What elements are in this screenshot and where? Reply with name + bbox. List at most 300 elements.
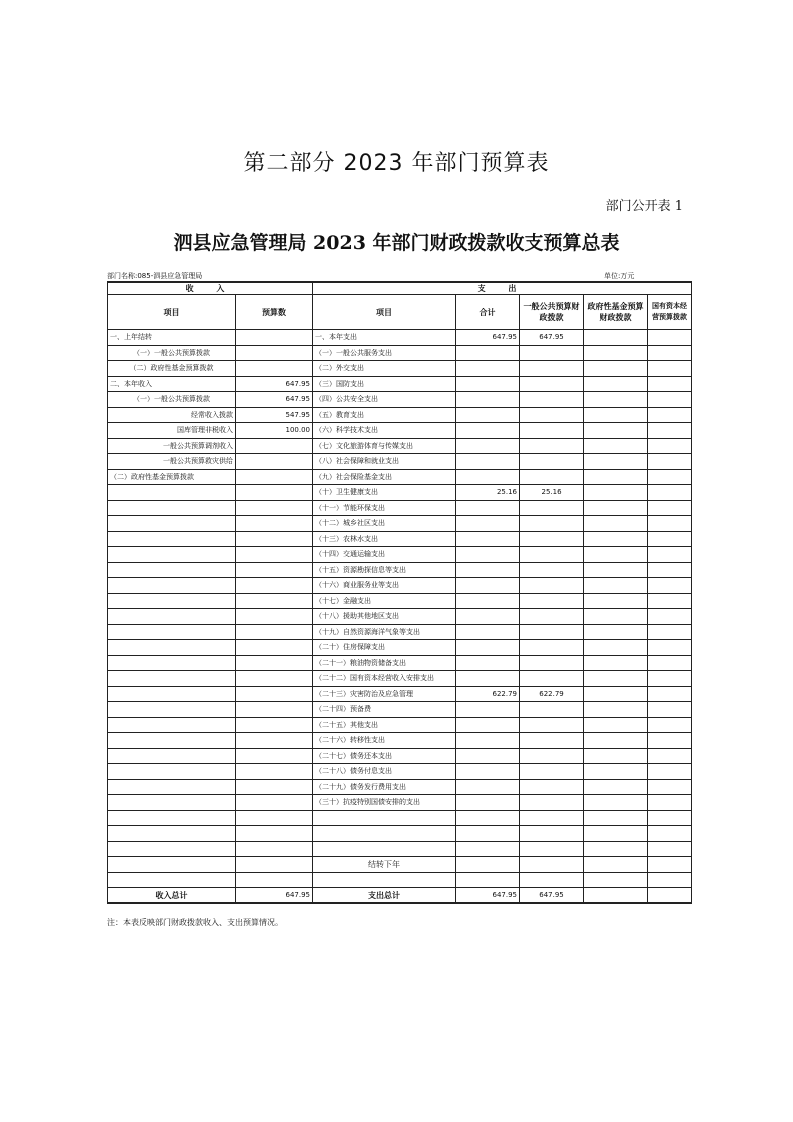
expense-total-cell [456, 593, 520, 609]
expense-total-cell [456, 500, 520, 516]
expense-total-cell [456, 547, 520, 563]
gov-fund-cell [584, 562, 648, 578]
expense-item-cell: （四）公共安全支出 [313, 392, 456, 408]
general-budget-cell [520, 516, 584, 532]
income-item-cell [108, 717, 236, 733]
table-row [108, 624, 692, 640]
state-capital-cell [648, 826, 692, 842]
expense-total-general: 647.95 [520, 888, 584, 904]
table-row [108, 764, 692, 780]
general-budget-cell [520, 841, 584, 857]
table-row [108, 407, 692, 423]
income-item-cell: （一）一般公共预算拨款 [108, 345, 236, 361]
expense-item-cell: （二十六）转移性支出 [313, 733, 456, 749]
expense-total-cell [456, 361, 520, 377]
state-capital-cell [648, 655, 692, 671]
general-budget-cell [520, 593, 584, 609]
state-capital-cell [648, 500, 692, 516]
general-budget-cell [520, 609, 584, 625]
col-income-budget: 预算数 [236, 295, 313, 330]
expense-item-cell [313, 841, 456, 857]
expense-total-cell [456, 624, 520, 640]
expense-total-cell [456, 407, 520, 423]
state-capital-cell [648, 841, 692, 857]
state-capital-cell [648, 376, 692, 392]
expense-item-cell: （十八）援助其他地区支出 [313, 609, 456, 625]
income-value-cell [236, 578, 313, 594]
col-state-capital: 国有资本经营预算拨款 [648, 295, 692, 330]
general-budget-cell [520, 826, 584, 842]
income-value-cell [236, 748, 313, 764]
expense-total-label: 支出总计 [313, 888, 456, 904]
state-capital-cell [648, 485, 692, 501]
gov-fund-cell [584, 717, 648, 733]
gov-fund-cell [584, 826, 648, 842]
expense-item-cell: （十）卫生健康支出 [313, 485, 456, 501]
table-row [108, 562, 692, 578]
expense-item-cell: （三十）抗疫特别国债安排的支出 [313, 795, 456, 811]
income-section-header: 收 入 [108, 282, 313, 295]
income-value-cell [236, 655, 313, 671]
general-budget-cell [520, 407, 584, 423]
table-row [108, 702, 692, 718]
expense-total-cell [456, 826, 520, 842]
table-row [108, 438, 692, 454]
state-capital-cell [648, 438, 692, 454]
empty-cell [584, 888, 648, 904]
expense-total-cell [456, 733, 520, 749]
state-capital-cell [648, 392, 692, 408]
table-row [108, 795, 692, 811]
income-item-cell [108, 609, 236, 625]
gov-fund-cell [584, 516, 648, 532]
table-row [108, 609, 692, 625]
empty-cell [648, 857, 692, 873]
income-value-cell [236, 841, 313, 857]
general-budget-cell [520, 423, 584, 439]
expense-item-cell: （十四）交通运输支出 [313, 547, 456, 563]
gov-fund-cell [584, 485, 648, 501]
general-budget-cell [520, 531, 584, 547]
general-budget-cell [520, 748, 584, 764]
table-row [108, 779, 692, 795]
expense-total-cell [456, 748, 520, 764]
general-budget-cell [520, 500, 584, 516]
state-capital-cell [648, 671, 692, 687]
table-row [108, 686, 692, 702]
expense-item-cell: （十三）农林水支出 [313, 531, 456, 547]
income-item-cell: 一般公共预算救灾供给 [108, 454, 236, 470]
expense-item-cell: （二）外交支出 [313, 361, 456, 377]
state-capital-cell [648, 562, 692, 578]
expense-total-cell [456, 717, 520, 733]
state-capital-cell [648, 547, 692, 563]
state-capital-cell [648, 795, 692, 811]
totals-row [108, 888, 692, 904]
expense-item-cell: （十一）节能环保支出 [313, 500, 456, 516]
income-item-cell [108, 578, 236, 594]
empty-cell [108, 857, 236, 873]
gov-fund-cell [584, 392, 648, 408]
gov-fund-cell [584, 454, 648, 470]
unit-label: 单位:万元 [604, 272, 635, 280]
expense-item-cell: （十六）商业服务业等支出 [313, 578, 456, 594]
general-budget-cell [520, 438, 584, 454]
expense-item-cell: （二十五）其他支出 [313, 717, 456, 733]
income-item-cell [108, 516, 236, 532]
empty-cell [648, 888, 692, 904]
table-row [108, 392, 692, 408]
income-value-cell: 647.95 [236, 376, 313, 392]
income-item-cell: （二）政府性基金预算拨款 [108, 361, 236, 377]
table-row [108, 826, 692, 842]
income-item-cell [108, 624, 236, 640]
form-number: 部门公开表 1 [605, 199, 683, 214]
general-budget-cell [520, 392, 584, 408]
gov-fund-cell [584, 423, 648, 439]
income-value-cell [236, 345, 313, 361]
carry-forward-label: 结转下年 [313, 857, 456, 873]
expense-total-cell [456, 764, 520, 780]
general-budget-cell [520, 469, 584, 485]
state-capital-cell [648, 717, 692, 733]
expense-total-cell [456, 345, 520, 361]
gov-fund-cell [584, 764, 648, 780]
income-value-cell [236, 779, 313, 795]
income-item-cell [108, 640, 236, 656]
state-capital-cell [648, 361, 692, 377]
gov-fund-cell [584, 841, 648, 857]
income-value-cell [236, 640, 313, 656]
income-item-cell [108, 547, 236, 563]
expense-total-cell [456, 578, 520, 594]
state-capital-cell [648, 810, 692, 826]
income-total-label: 收入总计 [108, 888, 236, 904]
gov-fund-cell [584, 640, 648, 656]
gov-fund-cell [584, 407, 648, 423]
main-title: 泗县应急管理局 2023 年部门财政拨款收支预算总表 [173, 232, 620, 254]
general-budget-cell [520, 717, 584, 733]
expense-total-cell [456, 438, 520, 454]
table-row [108, 717, 692, 733]
expense-item-cell: （二十七）债务还本支出 [313, 748, 456, 764]
income-item-cell [108, 500, 236, 516]
income-item-cell: （一）一般公共预算拨款 [108, 392, 236, 408]
expense-item-cell: （十七）金融支出 [313, 593, 456, 609]
state-capital-cell [648, 609, 692, 625]
table-row [108, 454, 692, 470]
income-value-cell [236, 764, 313, 780]
expense-item-cell: （二十三）灾害防治及应急管理 [313, 686, 456, 702]
general-budget-cell [520, 795, 584, 811]
table-row [108, 469, 692, 485]
income-item-cell: 一、上年结转 [108, 330, 236, 346]
general-budget-cell [520, 454, 584, 470]
income-value-cell [236, 454, 313, 470]
gov-fund-cell [584, 702, 648, 718]
table-row [108, 345, 692, 361]
expense-total-cell [456, 516, 520, 532]
empty-cell [584, 857, 648, 873]
empty-cell [520, 857, 584, 873]
table-row [108, 376, 692, 392]
department-name: 部门名称:085-泗县应急管理局 [107, 272, 203, 280]
expense-item-cell: （五）教育支出 [313, 407, 456, 423]
income-value-cell [236, 438, 313, 454]
general-budget-cell: 25.16 [520, 485, 584, 501]
income-value-cell [236, 671, 313, 687]
gov-fund-cell [584, 593, 648, 609]
table-row [108, 671, 692, 687]
income-item-cell [108, 826, 236, 842]
general-budget-cell [520, 547, 584, 563]
expense-item-cell: （三）国防支出 [313, 376, 456, 392]
income-item-cell: 一般公共预算调剂收入 [108, 438, 236, 454]
gov-fund-cell [584, 686, 648, 702]
expense-total-cell [456, 562, 520, 578]
expense-total-cell: 622.79 [456, 686, 520, 702]
table-row [108, 500, 692, 516]
table-row [108, 810, 692, 826]
table-row [108, 361, 692, 377]
general-budget-cell [520, 764, 584, 780]
expense-total-cell [456, 392, 520, 408]
section-header-row [108, 282, 692, 295]
expense-item-cell: （六）科学技术支出 [313, 423, 456, 439]
expense-item-cell: （八）社会保障和就业支出 [313, 454, 456, 470]
expense-item-cell [313, 826, 456, 842]
expense-total-cell [456, 376, 520, 392]
general-budget-cell [520, 733, 584, 749]
income-total-value: 647.95 [236, 888, 313, 904]
general-budget-cell [520, 671, 584, 687]
state-capital-cell [648, 469, 692, 485]
income-value-cell [236, 361, 313, 377]
gov-fund-cell [584, 345, 648, 361]
income-item-cell [108, 702, 236, 718]
gov-fund-cell [584, 655, 648, 671]
income-value-cell [236, 485, 313, 501]
income-value-cell [236, 702, 313, 718]
expense-total-cell [456, 655, 520, 671]
income-value-cell [236, 624, 313, 640]
budget-table [107, 281, 692, 904]
table-row [108, 655, 692, 671]
col-income-item: 项目 [108, 295, 236, 330]
general-budget-cell: 622.79 [520, 686, 584, 702]
income-value-cell [236, 810, 313, 826]
gov-fund-cell [584, 748, 648, 764]
carry-forward-row [108, 857, 692, 873]
income-value-cell [236, 795, 313, 811]
table-row [108, 748, 692, 764]
expense-total-cell [456, 841, 520, 857]
table-row [108, 531, 692, 547]
gov-fund-cell [584, 376, 648, 392]
general-budget-cell: 647.95 [520, 330, 584, 346]
table-row [108, 640, 692, 656]
expense-item-cell: （二十二）国有资本经营收入安排支出 [313, 671, 456, 687]
expense-total-cell [456, 671, 520, 687]
expense-total-cell [456, 531, 520, 547]
expense-total-cell [456, 454, 520, 470]
expense-total-value: 647.95 [456, 888, 520, 904]
col-expense-item: 项目 [313, 295, 456, 330]
expense-item-cell: 一、本年支出 [313, 330, 456, 346]
income-value-cell [236, 531, 313, 547]
expense-item-cell: （九）社会保险基金支出 [313, 469, 456, 485]
table-row [108, 485, 692, 501]
income-value-cell [236, 547, 313, 563]
table-row [108, 330, 692, 346]
table-row [108, 578, 692, 594]
general-budget-cell [520, 624, 584, 640]
gov-fund-cell [584, 671, 648, 687]
gov-fund-cell [584, 795, 648, 811]
state-capital-cell [648, 330, 692, 346]
income-value-cell [236, 609, 313, 625]
table-row [108, 516, 692, 532]
income-item-cell [108, 593, 236, 609]
income-item-cell [108, 733, 236, 749]
state-capital-cell [648, 640, 692, 656]
income-value-cell [236, 469, 313, 485]
income-item-cell [108, 671, 236, 687]
general-budget-cell [520, 779, 584, 795]
expense-total-cell: 647.95 [456, 330, 520, 346]
expense-total-cell: 25.16 [456, 485, 520, 501]
expense-total-cell [456, 423, 520, 439]
income-item-cell [108, 779, 236, 795]
gov-fund-cell [584, 733, 648, 749]
table-row [108, 733, 692, 749]
income-value-cell [236, 562, 313, 578]
empty-cell [456, 857, 520, 873]
expense-section-header: 支 出 [313, 282, 692, 295]
general-budget-cell [520, 702, 584, 718]
state-capital-cell [648, 454, 692, 470]
footnote: 注：本表反映部门财政拨款收入、支出预算情况。 [107, 918, 283, 927]
gov-fund-cell [584, 438, 648, 454]
state-capital-cell [648, 624, 692, 640]
expense-item-cell: （二十九）债务发行费用支出 [313, 779, 456, 795]
income-item-cell [108, 562, 236, 578]
spacer-row [108, 872, 692, 888]
gov-fund-cell [584, 330, 648, 346]
gov-fund-cell [584, 578, 648, 594]
income-item-cell: 二、本年收入 [108, 376, 236, 392]
expense-total-cell [456, 609, 520, 625]
income-item-cell: 国库管理非税收入 [108, 423, 236, 439]
income-item-cell [108, 810, 236, 826]
expense-item-cell: （十五）资源勘探信息等支出 [313, 562, 456, 578]
income-value-cell [236, 733, 313, 749]
table-row [108, 547, 692, 563]
state-capital-cell [648, 423, 692, 439]
state-capital-cell [648, 702, 692, 718]
expense-total-cell [456, 469, 520, 485]
income-item-cell [108, 795, 236, 811]
expense-item-cell: （十二）城乡社区支出 [313, 516, 456, 532]
income-value-cell: 547.95 [236, 407, 313, 423]
expense-item-cell: （一）一般公共服务支出 [313, 345, 456, 361]
state-capital-cell [648, 764, 692, 780]
state-capital-cell [648, 779, 692, 795]
expense-item-cell: （二十）住房保障支出 [313, 640, 456, 656]
income-value-cell [236, 686, 313, 702]
income-item-cell [108, 485, 236, 501]
general-budget-cell [520, 376, 584, 392]
income-value-cell: 647.95 [236, 392, 313, 408]
table-row [108, 593, 692, 609]
expense-total-cell [456, 702, 520, 718]
income-value-cell [236, 500, 313, 516]
state-capital-cell [648, 531, 692, 547]
gov-fund-cell [584, 500, 648, 516]
income-item-cell [108, 748, 236, 764]
state-capital-cell [648, 407, 692, 423]
state-capital-cell [648, 748, 692, 764]
expense-total-cell [456, 640, 520, 656]
state-capital-cell [648, 733, 692, 749]
expense-total-cell [456, 779, 520, 795]
column-header-row [108, 295, 692, 330]
expense-total-cell [456, 810, 520, 826]
general-budget-cell [520, 640, 584, 656]
gov-fund-cell [584, 361, 648, 377]
expense-item-cell: （二十八）债务付息支出 [313, 764, 456, 780]
state-capital-cell [648, 593, 692, 609]
state-capital-cell [648, 578, 692, 594]
gov-fund-cell [584, 531, 648, 547]
gov-fund-cell [584, 547, 648, 563]
income-value-cell [236, 717, 313, 733]
empty-cell [236, 857, 313, 873]
state-capital-cell [648, 686, 692, 702]
income-item-cell [108, 764, 236, 780]
col-gov-fund: 政府性基金预算财政拨款 [584, 295, 648, 330]
expense-item-cell: （七）文化旅游体育与传媒支出 [313, 438, 456, 454]
income-item-cell [108, 655, 236, 671]
expense-item-cell [313, 810, 456, 826]
general-budget-cell [520, 810, 584, 826]
gov-fund-cell [584, 810, 648, 826]
income-value-cell [236, 516, 313, 532]
part-title: 第二部分 2023 年部门预算表 [243, 151, 550, 176]
income-item-cell [108, 531, 236, 547]
table-row [108, 841, 692, 857]
general-budget-cell [520, 562, 584, 578]
col-total: 合计 [456, 295, 520, 330]
income-item-cell: （二）政府性基金预算拨款 [108, 469, 236, 485]
table-row [108, 423, 692, 439]
income-item-cell [108, 841, 236, 857]
expense-item-cell: （二十四）预备费 [313, 702, 456, 718]
gov-fund-cell [584, 609, 648, 625]
income-value-cell [236, 593, 313, 609]
gov-fund-cell [584, 624, 648, 640]
general-budget-cell [520, 345, 584, 361]
income-value-cell [236, 330, 313, 346]
state-capital-cell [648, 345, 692, 361]
general-budget-cell [520, 361, 584, 377]
income-item-cell: 经常收入拨款 [108, 407, 236, 423]
income-item-cell [108, 686, 236, 702]
gov-fund-cell [584, 469, 648, 485]
expense-total-cell [456, 795, 520, 811]
income-value-cell: 100.00 [236, 423, 313, 439]
gov-fund-cell [584, 779, 648, 795]
